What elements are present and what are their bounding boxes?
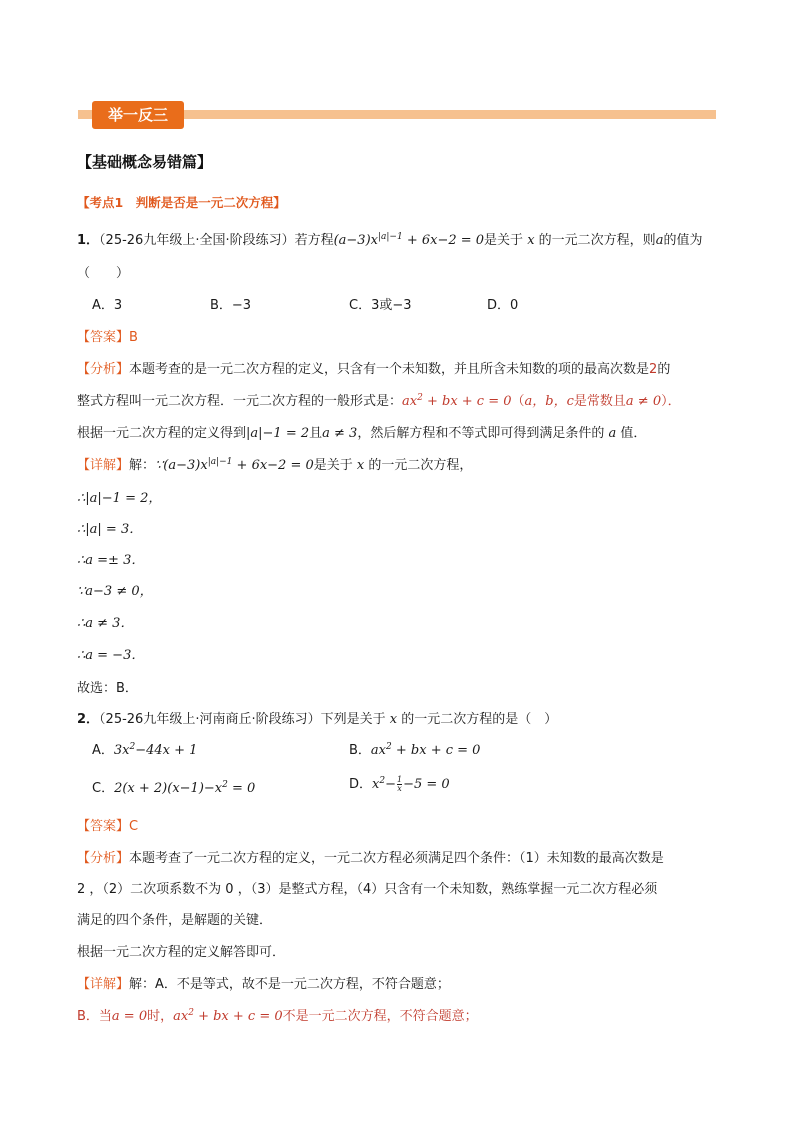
q1-answer-value: B <box>129 330 138 345</box>
q2-source: （25-26九年级上·河南商丘·阶段练习）下列是关于 <box>99 712 386 727</box>
q2-option-d-expr: $x^2-$ $\frac{1}{x}$ −5 = 0 <box>372 775 450 793</box>
q2-fraction: $\frac{1}{x}$ <box>397 775 403 793</box>
q2-answer-tag: 【答案】 <box>77 819 130 834</box>
q2-option-b-expr: $ax^2$ + bx + c = 0 <box>370 742 481 758</box>
q1-step-6: ∴a = −3． <box>77 648 145 663</box>
q1-detail-equation: $\because(a-3)x^{|a|-1} + 6x-2 = 0$ <box>155 457 314 473</box>
q1-analysis-text3d: 值． <box>620 426 647 441</box>
banner-title: 举一反三 <box>92 101 184 129</box>
q2-analysis-text1: 本题考查了一元二次方程的定义，一元二次方程必须满足四个条件：（1）未知数的最高次数是 <box>129 851 664 866</box>
q2-analysis-line2: 2 ，（2）二次项系数不为 0 ，（3）是整式方程，（4）只含有一个未知数，熟练掌握一元二次方程必须 <box>77 882 658 897</box>
q1-answer-tag: 【答案】 <box>77 330 130 345</box>
q2-option-b-label: B． <box>349 743 371 758</box>
q1-var-a: a <box>655 233 664 248</box>
q2-detail-text2c: 不是一元二次方程，不符合题意； <box>282 1009 478 1024</box>
q2-option-b <box>349 739 480 758</box>
q1-analysis-text2: 整式方程叫一元二次方程．一元二次方程的一般形式是： <box>77 394 403 409</box>
q2-detail-tag: 【详解】 <box>77 977 130 992</box>
section-title: 【基础概念易错篇】 <box>77 153 213 171</box>
q1-step-5: ∴a ≠ 3． <box>77 616 134 631</box>
q1-detail-lead: 解： <box>129 458 156 473</box>
q2-analysis-line4: 根据一元二次方程的定义解答即可． <box>77 945 286 960</box>
q1-step-2: ∴|a| = 3． <box>77 522 143 537</box>
kaodian-title: 【考点1 判断是否是一元二次方程】 <box>77 195 286 210</box>
q2-option-d <box>349 773 450 793</box>
q1-paren: （ ） <box>77 266 130 281</box>
q1-abs-eq: |a|−1 = 2 <box>246 426 310 441</box>
q1-detail-tag: 【详解】 <box>77 458 130 473</box>
q2-detail-line1 <box>77 973 450 992</box>
q1-var-x: x <box>523 233 539 248</box>
q1-source: （25-26九年级上·全国·阶段练习）若方程 <box>99 233 334 248</box>
q1-stem <box>77 229 702 248</box>
q1-var-abc: a，b，c <box>524 394 574 409</box>
q2-analysis-line1 <box>77 847 664 866</box>
q2-detail-text2b: 时， <box>147 1009 174 1024</box>
q1-step-1: ∴|a|−1 = 2， <box>77 491 162 506</box>
q2-detail-a-zero: a = 0 <box>111 1009 148 1024</box>
q2-number: 2． <box>77 712 100 727</box>
q2-stem <box>77 708 557 727</box>
q1-step-4: ∵a−3 ≠ 0， <box>77 584 153 599</box>
q1-analysis-two: 2 <box>649 362 658 377</box>
q1-var-a2: a <box>604 426 621 441</box>
q2-detail-text2a: B．当 <box>77 1009 112 1024</box>
q1-text-end: 的值为 <box>663 233 703 248</box>
q2-option-a-expr: $3x^2-44x + 1$ <box>113 742 198 758</box>
q2-analysis-tag: 【分析】 <box>77 851 130 866</box>
q2-option-c-expr: $2(x + 2)(x-1)-x^2 = 0$ <box>114 780 256 796</box>
q1-detail-text1b: 的一元二次方程， <box>368 458 473 473</box>
q2-detail-text1: 解：A．不是等式，故不是一元二次方程，不符合题意； <box>129 977 450 992</box>
q1-equation: $(a-3)x^{|a|-1} + 6x-2 = 0$ <box>333 232 485 248</box>
q2-option-c <box>92 777 255 796</box>
q1-a-nonzero: a ≠ 0 <box>625 394 662 409</box>
q2-detail-line2 <box>77 1005 478 1024</box>
q2-var-x: x <box>385 712 402 727</box>
q1-analysis-paren: （ <box>511 394 525 409</box>
q1-text-mid2: 的一元二次方程，则 <box>538 233 656 248</box>
q1-analysis-text1c: 的 <box>657 362 671 377</box>
q1-option-c: C．3或−3 <box>349 298 412 313</box>
q2-analysis-line3: 满足的四个条件，是解题的关键． <box>77 913 273 928</box>
q1-general-form: $ax^2$ + bx + c = 0 <box>402 393 512 409</box>
q1-analysis-line2 <box>77 390 681 409</box>
q2-answer-value: C <box>129 819 139 834</box>
q1-step-3: ∴a =± 3． <box>77 553 145 568</box>
q1-detail-text1: 是关于 <box>313 458 353 473</box>
q2-option-d-label: D． <box>349 777 373 792</box>
q1-detail-var-x: x <box>352 458 369 473</box>
q2-detail-general: $ax^2$ + bx + c = 0 <box>173 1008 283 1024</box>
q1-detail-line1 <box>77 454 472 473</box>
q1-analysis-line3 <box>77 422 646 441</box>
q1-choose: 故选：B． <box>77 681 138 696</box>
q1-text-mid: 是关于 <box>484 233 524 248</box>
q1-option-b: B．−3 <box>210 298 252 313</box>
q1-analysis-text3: 根据一元二次方程的定义得到 <box>77 426 247 441</box>
q1-option-d: D．0 <box>487 298 519 313</box>
q2-text-end: 的一元二次方程的是（ ） <box>401 712 558 727</box>
q1-analysis-tag: 【分析】 <box>77 362 130 377</box>
q2-option-a-label: A． <box>92 743 114 758</box>
q1-option-a: A．3 <box>92 298 123 313</box>
q1-answer <box>77 326 138 345</box>
q1-analysis-const: 是常数且 <box>573 394 626 409</box>
q1-analysis-text3c: ，然后解方程和不等式即可得到满足条件的 <box>357 426 605 441</box>
q2-option-a <box>92 739 197 758</box>
q1-a-ne-3: a ≠ 3 <box>322 426 358 441</box>
q2-option-c-label: C． <box>92 781 115 796</box>
q1-analysis-line1 <box>77 358 670 377</box>
q1-analysis-close: ）． <box>661 394 681 409</box>
q1-number: 1． <box>77 233 100 248</box>
q1-analysis-text1: 本题考查的是一元二次方程的定义，只含有一个未知数，并且所含未知数的项的最高次数是 <box>129 362 650 377</box>
q2-answer <box>77 815 138 834</box>
q1-analysis-and: 且 <box>309 426 323 441</box>
